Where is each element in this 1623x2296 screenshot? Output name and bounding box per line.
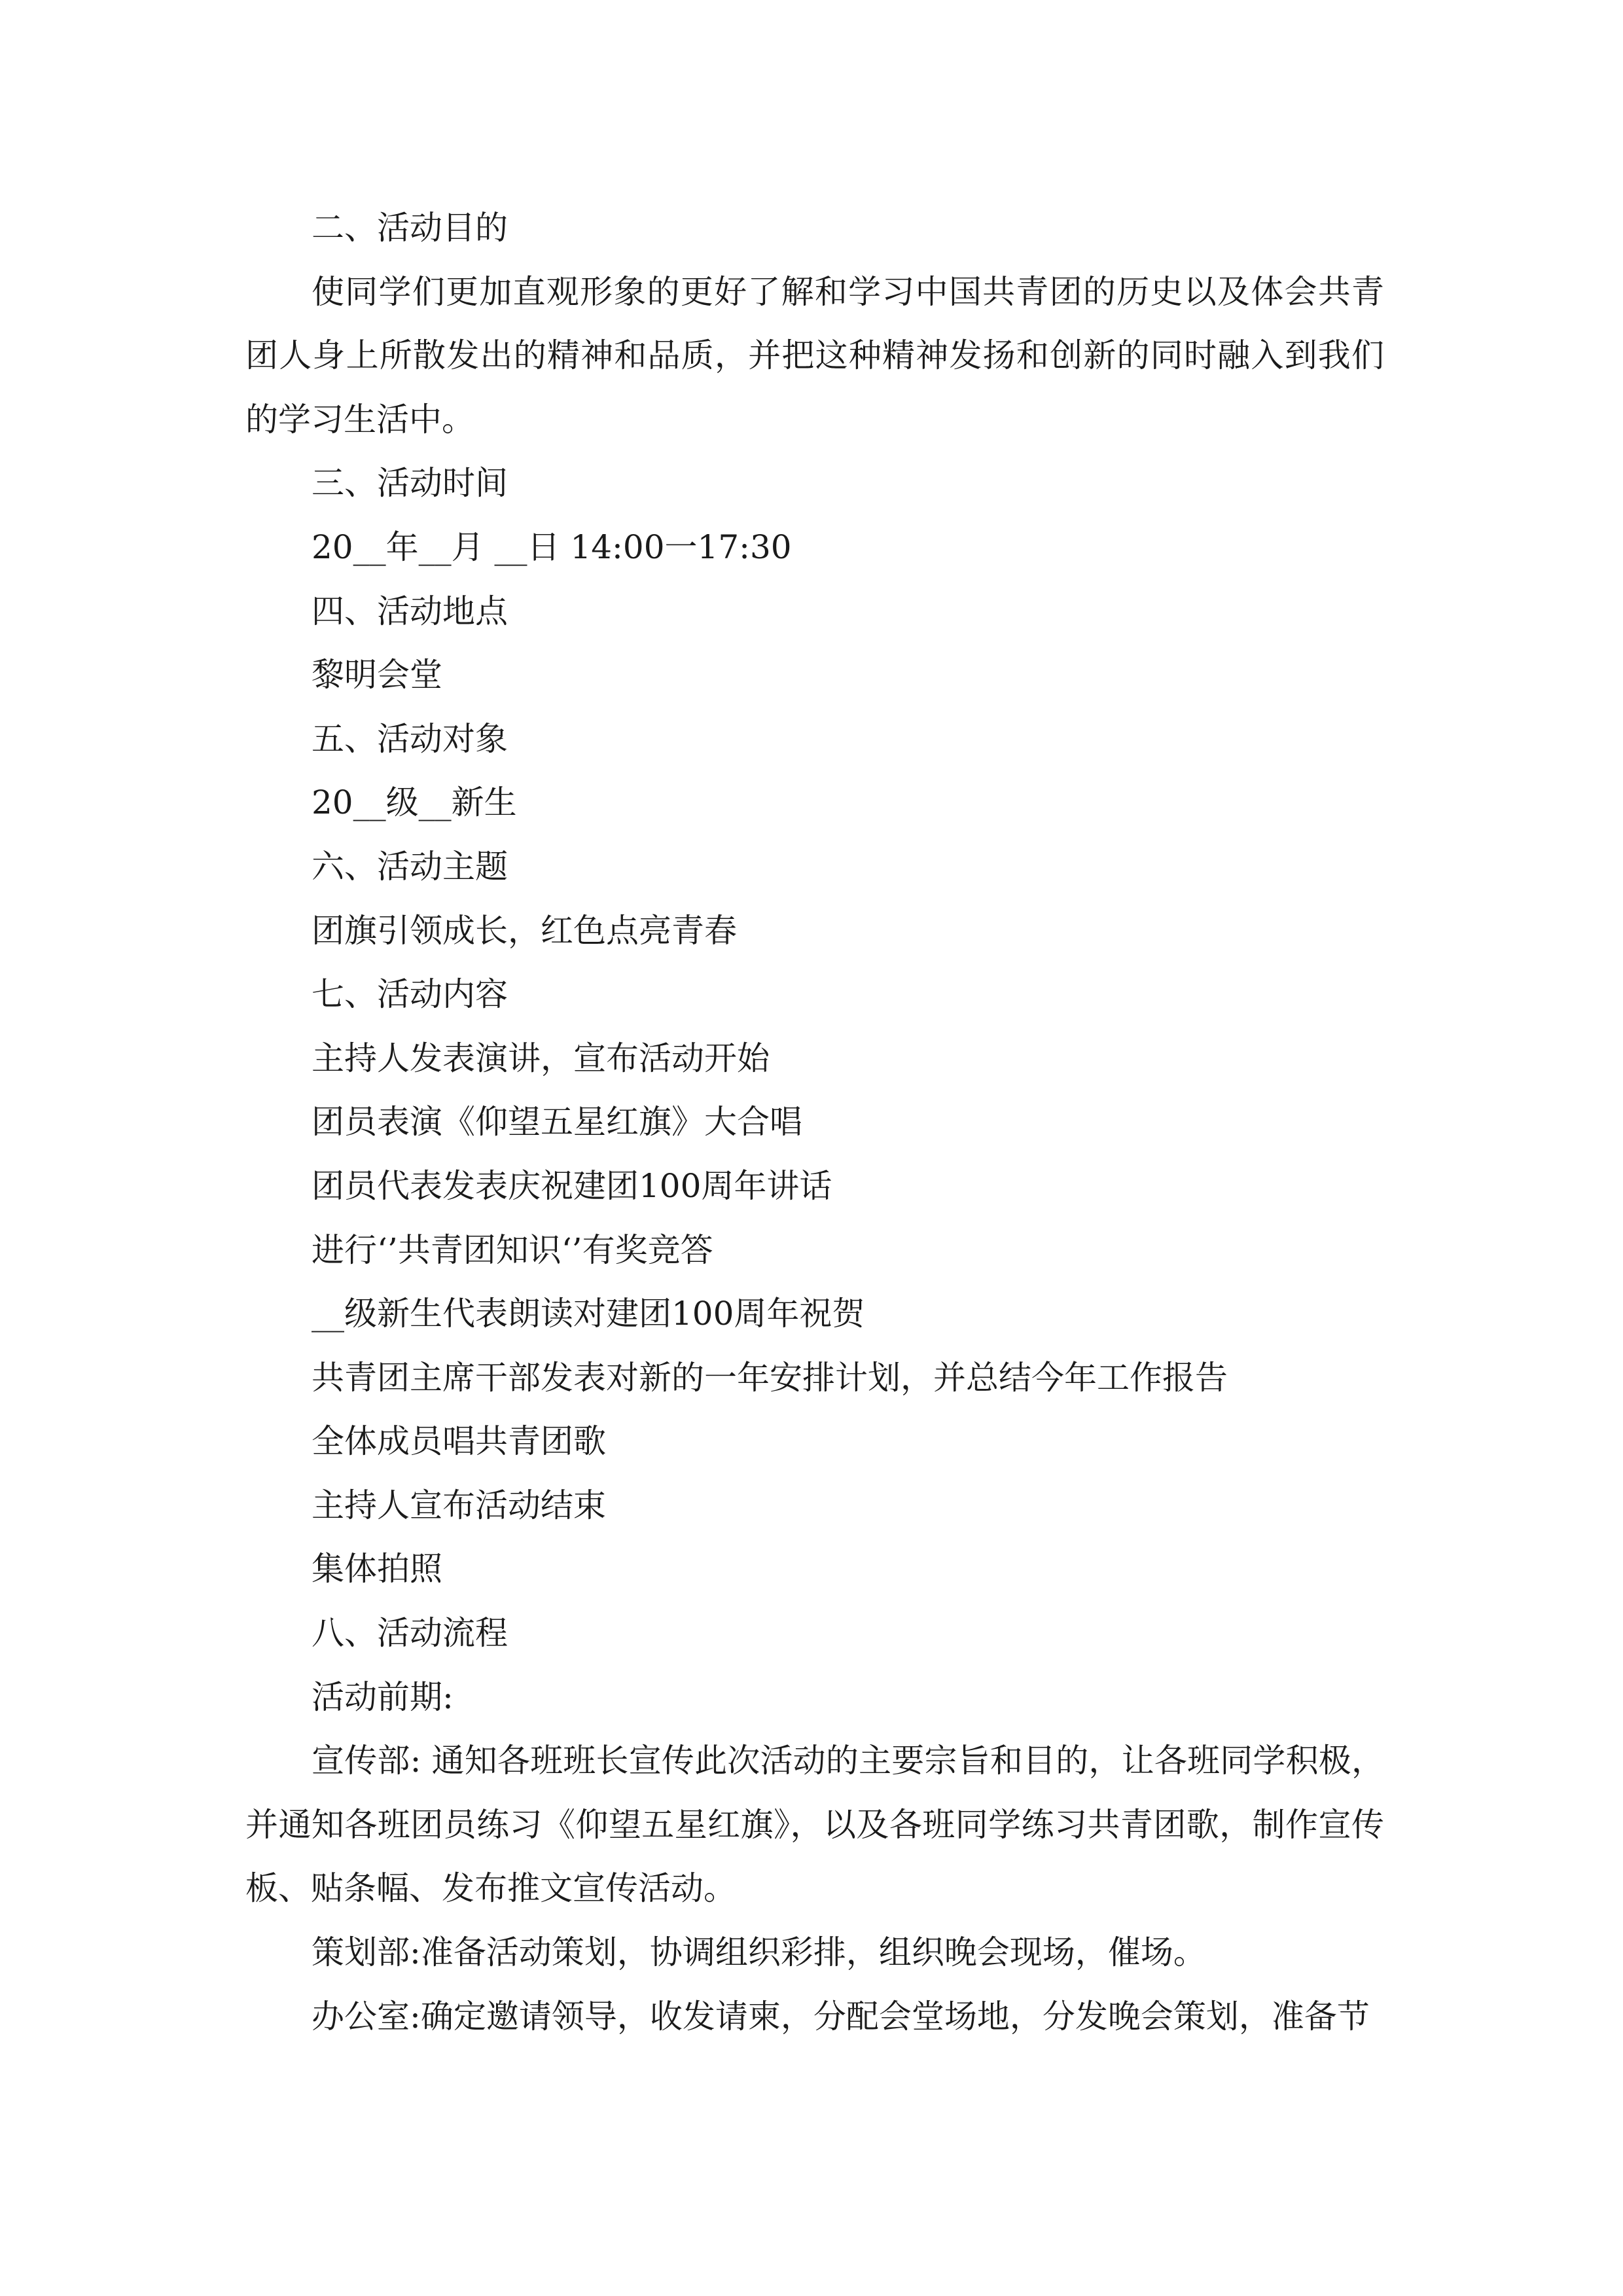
text-time: 20__年__月 __日 14:00一17:30 xyxy=(312,528,792,566)
list-item: 团员表演《仰望五星红旗》大合唱 xyxy=(312,1103,802,1141)
heading-purpose: 二、活动目的 xyxy=(312,209,508,247)
text-office: 办公室:确定邀请领导，收发请柬，分配会堂场地，分发晚会策划，准备节 xyxy=(312,1997,1370,2036)
heading-theme: 六、活动主题 xyxy=(312,847,508,886)
paragraph-publicity: 宣传部: 通知各班班长宣传此次活动的主要宗旨和目的，让各班同学积极，并通知各班团员练习《仰望五星红旗》，以及各班同学练习共青团歌，制作宣传板、贴条幅、发布推文宣传活动。 xyxy=(245,1742,1384,1908)
list-item: 共青团主席干部发表对新的一年安排计划，并总结今年工作报告 xyxy=(312,1358,1228,1397)
list-item: 全体成员唱共青团歌 xyxy=(312,1422,606,1461)
list-item: 主持人宣布活动结束 xyxy=(312,1486,606,1524)
list-item: __级新生代表朗读对建团100周年祝贺 xyxy=(312,1295,865,1333)
document-body xyxy=(245,196,1384,2049)
list-item: 集体拍照 xyxy=(312,1550,442,1588)
text-theme: 团旗引领成长，红色点亮青春 xyxy=(312,911,737,950)
list-item: 主持人发表演讲，宣布活动开始 xyxy=(312,1039,770,1077)
heading-content: 七、活动内容 xyxy=(312,975,508,1014)
list-item: 进行‘’共青团知识‘’有奖竞答 xyxy=(312,1230,713,1269)
heading-time: 三、活动时间 xyxy=(312,464,508,503)
text-location: 黎明会堂 xyxy=(312,656,442,694)
list-item: 团员代表发表庆祝建团100周年讲话 xyxy=(312,1166,832,1205)
text-planning: 策划部:准备活动策划，协调组织彩排，组织晚会现场，催场。 xyxy=(312,1933,1206,1972)
heading-process: 八、活动流程 xyxy=(312,1614,508,1653)
paragraph-purpose: 使同学们更加直观形象的更好了解和学习中国共青团的历史以及体会共青团人身上所散发出的精神和品质，并把这种精神发扬和创新的同时融入到我们的学习生活中。 xyxy=(245,272,1384,439)
heading-audience: 五、活动对象 xyxy=(312,719,508,758)
text-pre-phase: 活动前期: xyxy=(312,1677,454,1716)
text-audience: 20__级__新生 xyxy=(312,783,517,822)
heading-location: 四、活动地点 xyxy=(312,592,508,630)
